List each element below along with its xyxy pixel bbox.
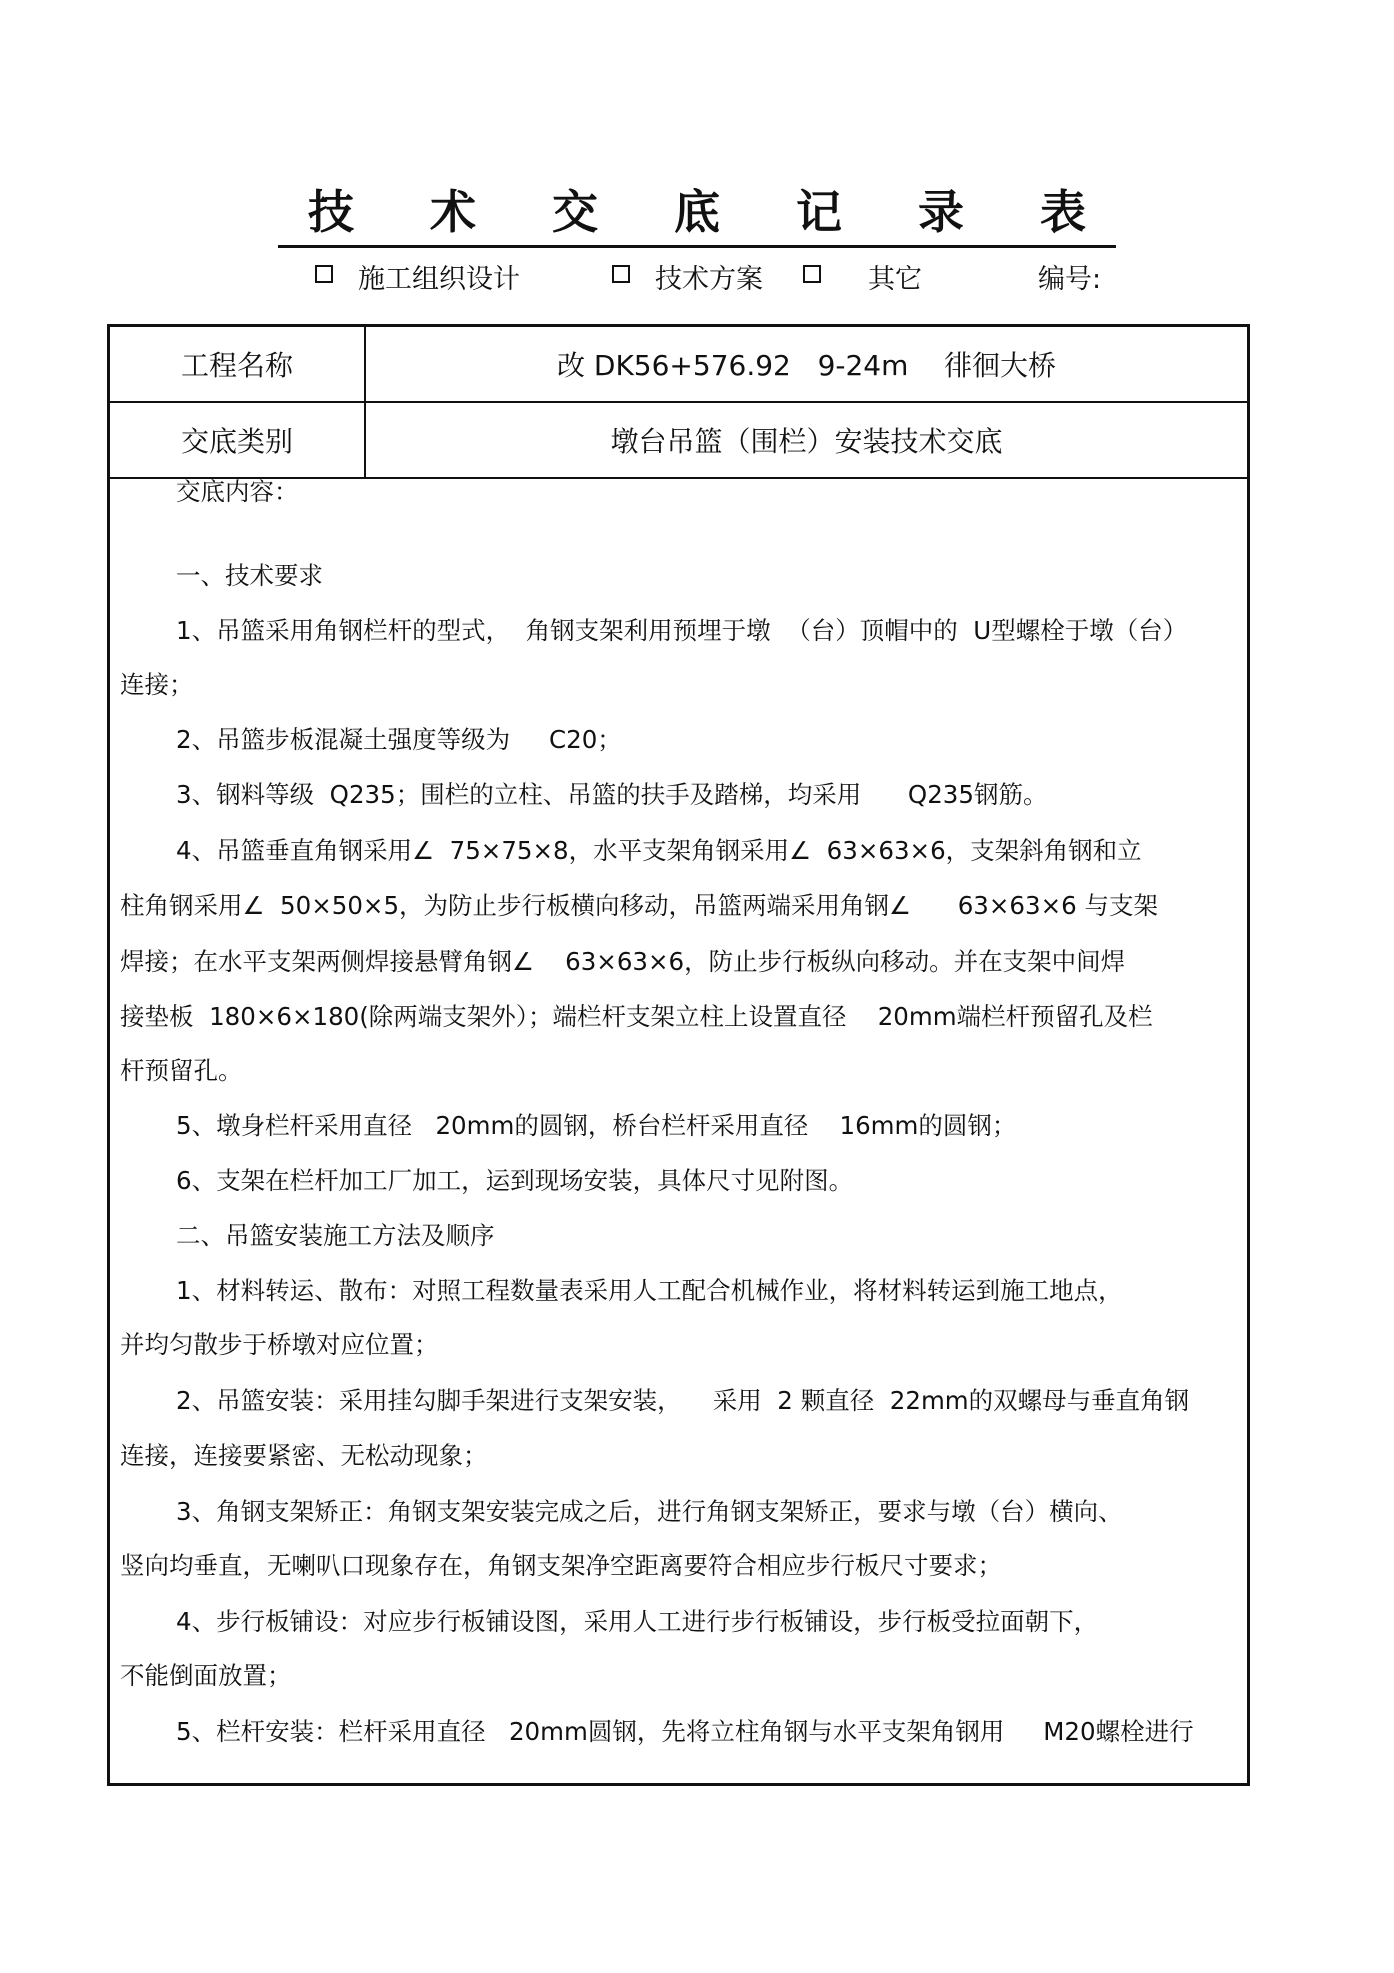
content-line: 1、吊篮采用角钢栏杆的型式， 角钢支架利用预埋于墩 （台）顶帽中的 U型螺栓于墩（台） <box>176 616 1188 645</box>
content-line: 并均匀散步于桥墩对应位置； <box>120 1330 439 1359</box>
content-line: 杆预留孔。 <box>120 1056 243 1085</box>
document-title: 技 术 交 底 记 录 表 <box>0 183 1394 248</box>
content-line: 4、步行板铺设：对应步行板铺设图，采用人工进行步行板铺设，步行板受拉面朝下， <box>176 1607 1099 1636</box>
content-intro: 交底内容： <box>176 477 299 506</box>
content-line: 1、材料转运、散布：对照工程数量表采用人工配合机械作业，将材料转运到施工地点， <box>176 1276 1123 1305</box>
document-type-options <box>0 258 1394 302</box>
disclosure-type-label: 交底类别 <box>110 403 366 477</box>
option-label: 其它 <box>868 264 922 295</box>
content-line: 5、栏杆安装：栏杆采用直径 20mm圆钢，先将立柱角钢与水平支架角钢用 M20螺栓进行 <box>176 1717 1194 1746</box>
disclosure-type-value: 墩台吊篮（围栏）安装技术交底 <box>610 425 1003 458</box>
content-line: 2、吊篮安装：采用挂勾脚手架进行支架安装， 采用 2 颗直径 22mm的双螺母与垂直角钢 <box>176 1386 1190 1415</box>
content-line: 6、支架在栏杆加工厂加工，运到现场安装，具体尺寸见附图。 <box>176 1166 854 1195</box>
checkbox-technical-plan[interactable] <box>612 265 630 283</box>
project-name-label: 工程名称 <box>110 327 366 401</box>
content-line: 连接，连接要紧密、无松动现象； <box>120 1441 488 1470</box>
number-label: 编号: <box>1038 264 1102 295</box>
content-line: 连接； <box>120 670 194 699</box>
content-line: 4、吊篮垂直角钢采用∠ 75×75×8，水平支架角钢采用∠ 63×63×6，支架斜角钢和立 <box>176 836 1142 865</box>
option-label: 施工组织设计 <box>358 264 520 295</box>
content-line: 竖向均垂直，无喇叭口现象存在，角钢支架净空距离要符合相应步行板尺寸要求； <box>120 1551 1002 1580</box>
checkbox-construction-design[interactable] <box>315 265 333 283</box>
content-line: 柱角钢采用∠ 50×50×5，为防止步行板横向移动，吊篮两端采用角钢∠ 63×63×6 与支架 <box>120 891 1159 920</box>
content-line: 一、技术要求 <box>176 561 323 590</box>
content-line: 二、吊篮安装施工方法及顺序 <box>176 1221 495 1250</box>
disclosure-type-row <box>110 403 1247 479</box>
project-name-row <box>110 327 1247 403</box>
content-line: 3、角钢支架矫正：角钢支架安装完成之后，进行角钢支架矫正，要求与墩（台）横向、 <box>176 1497 1123 1526</box>
content-line: 3、钢料等级 Q235；围栏的立柱、吊篮的扶手及踏梯，均采用 Q235钢筋。 <box>176 780 1048 809</box>
content-line: 5、墩身栏杆采用直径 20mm的圆钢，桥台栏杆采用直径 16mm的圆钢； <box>176 1111 1017 1140</box>
content-line: 焊接；在水平支架两侧焊接悬臂角钢∠ 63×63×6，防止步行板纵向移动。并在支架中间焊 <box>120 947 1126 976</box>
checkbox-other[interactable] <box>803 265 821 283</box>
content-line: 不能倒面放置； <box>120 1661 292 1690</box>
record-form <box>107 324 1250 1786</box>
option-label: 技术方案 <box>655 264 763 295</box>
project-name-value: 改 DK56+576.92 9-24m 徘徊大桥 <box>556 349 1056 382</box>
content-line: 2、吊篮步板混凝土强度等级为 C20； <box>176 725 622 754</box>
content-line: 接垫板 180×6×180(除两端支架外）；端栏杆支架立柱上设置直径 20mm端栏杆预留孔及栏 <box>120 1002 1153 1031</box>
